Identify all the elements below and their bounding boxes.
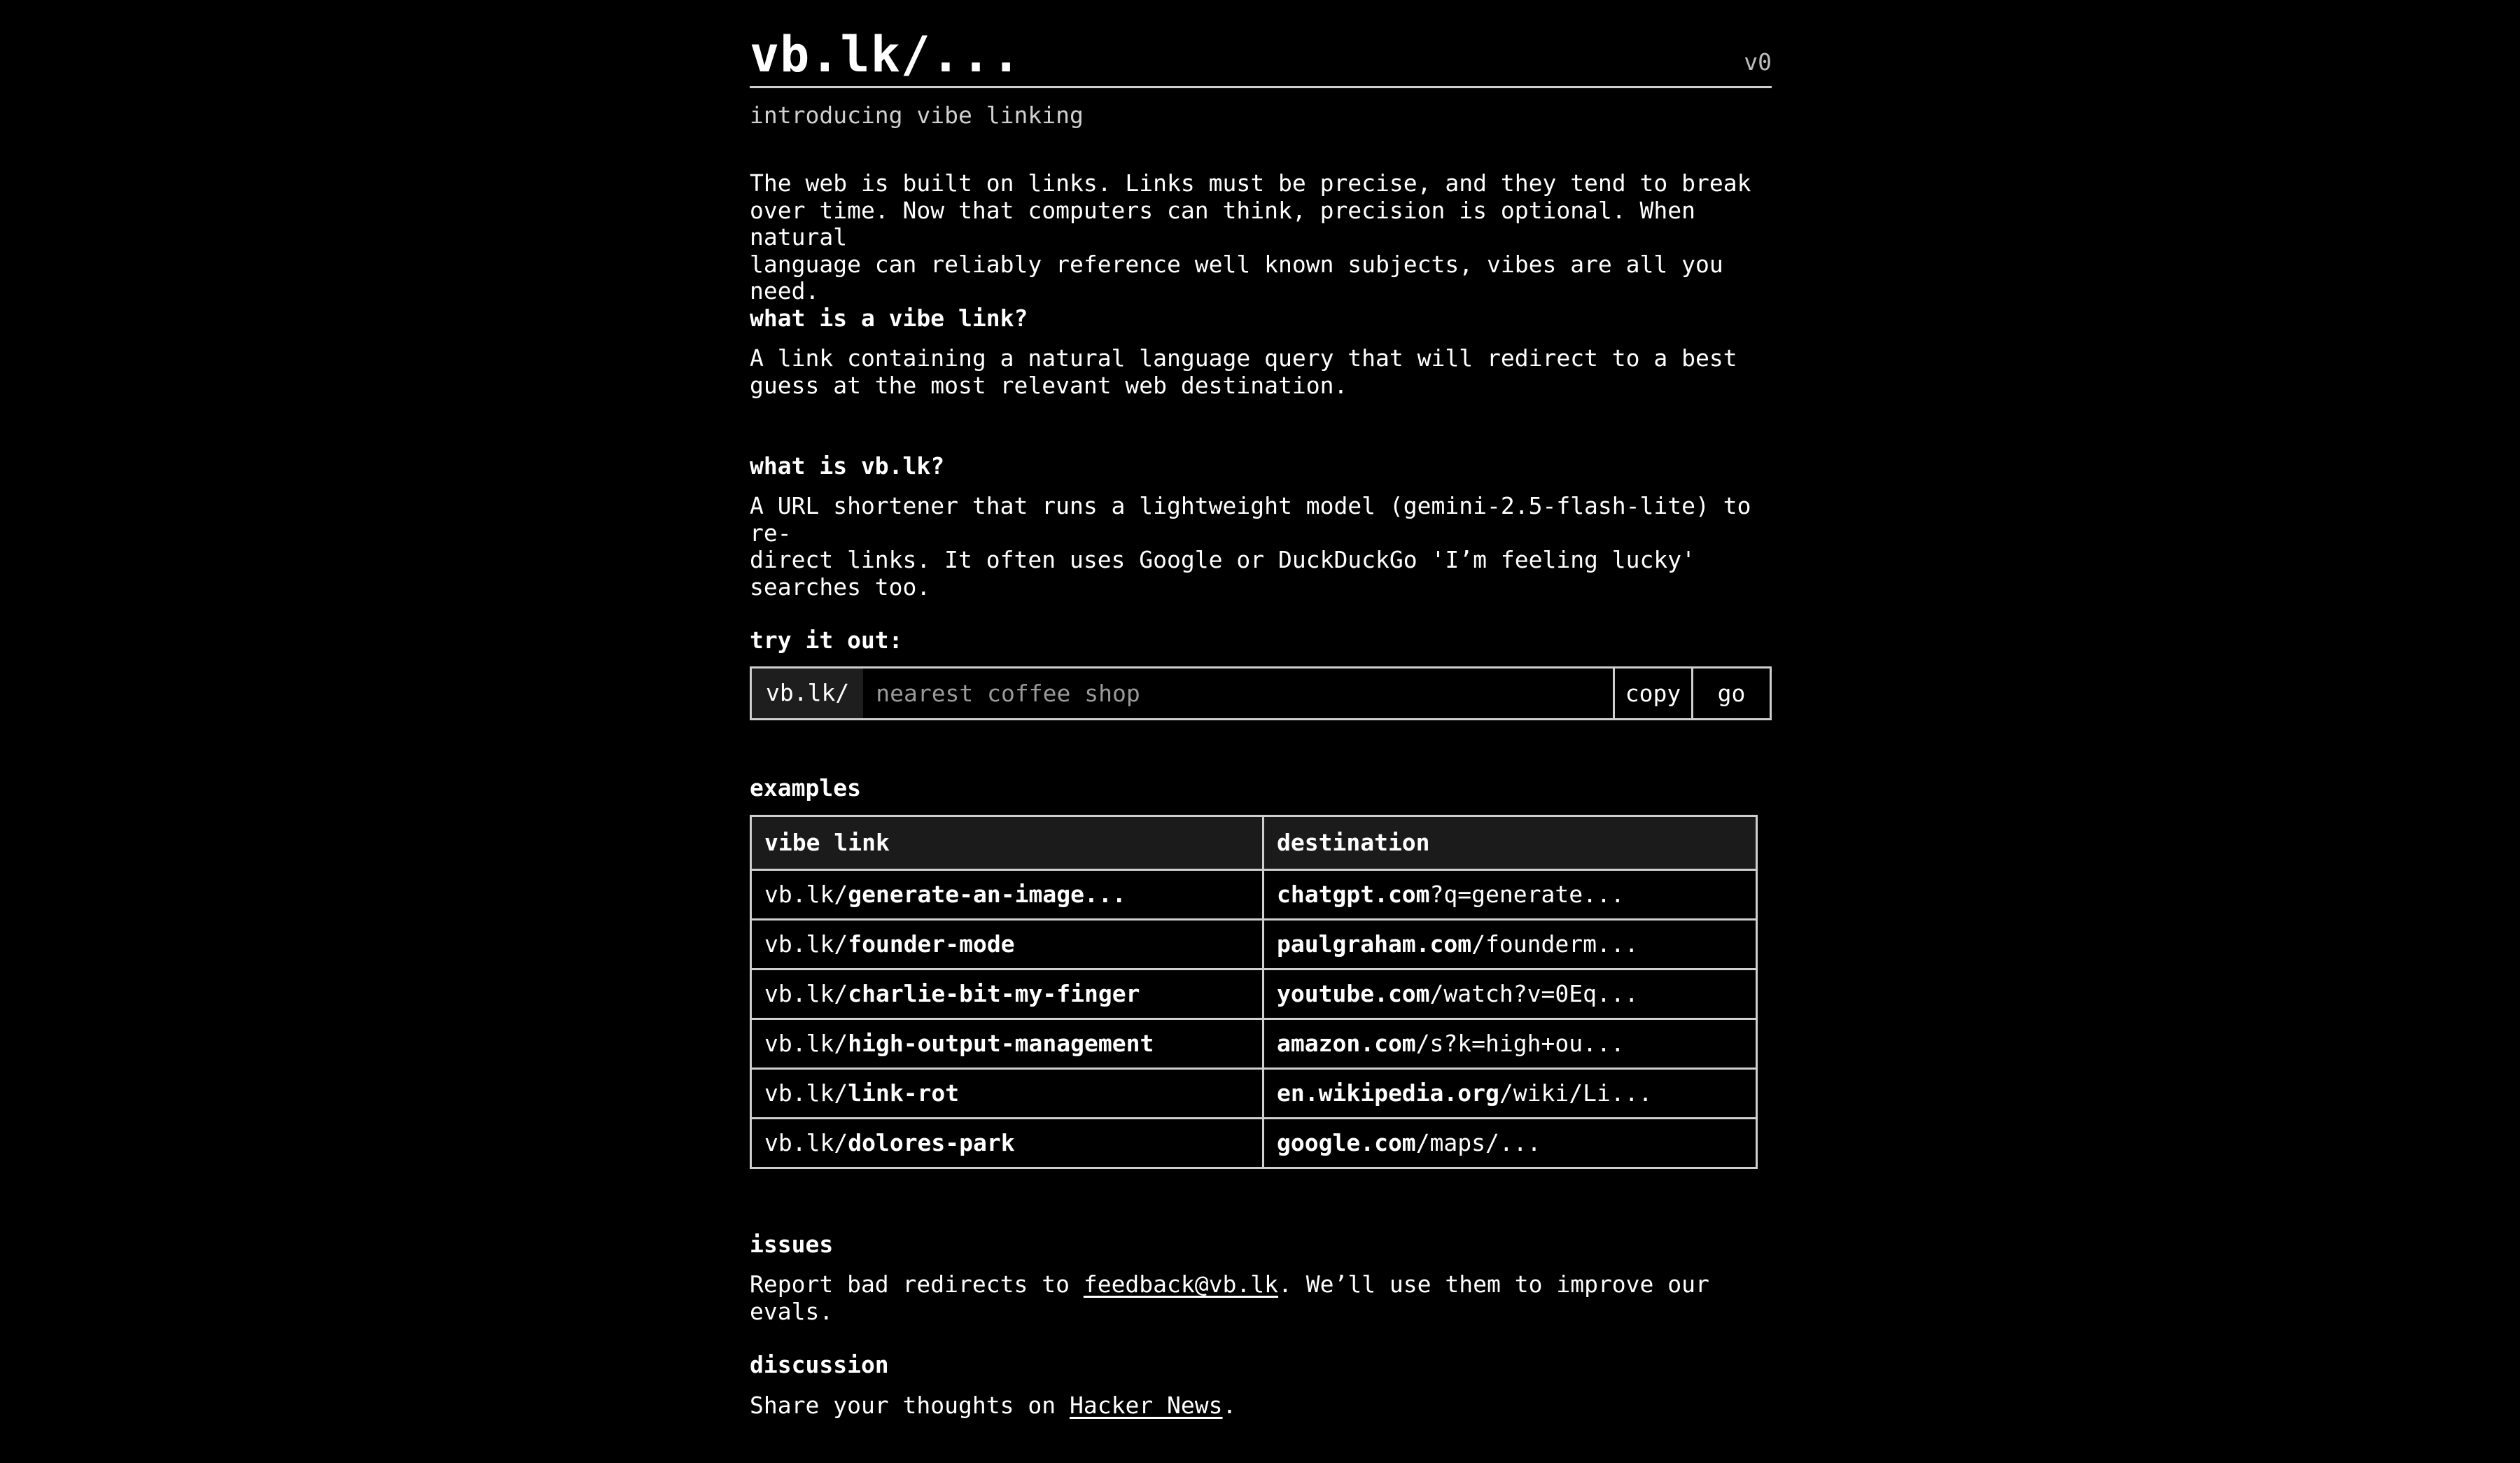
discussion-text-before: Share your thoughts on <box>750 1392 1070 1419</box>
description-line: A URL shortener that runs a lightweight model (gemini-2.5-flash-lite) to re- <box>750 492 1751 547</box>
destination-cell <box>1264 969 1757 1019</box>
intro-line: over time. Now that computers can think, precision is optional. When natural <box>750 196 1696 251</box>
vibe-link-cell[interactable] <box>751 1069 1264 1119</box>
destination-path: /s?k=high+ou... <box>1415 1029 1625 1057</box>
description-line: searches too. <box>750 573 931 601</box>
vblk-description <box>750 493 1779 601</box>
url-prefix: vb.lk/ <box>752 668 863 718</box>
vblk-heading: what is vb.lk? <box>750 452 945 479</box>
link-prefix: vb.lk/ <box>764 880 848 908</box>
examples-heading: examples <box>750 774 861 802</box>
link-slug: dolores-park <box>848 1128 1015 1156</box>
feedback-email-link[interactable]: feedback@vb.lk <box>1083 1270 1278 1298</box>
table-header-row <box>751 816 1757 870</box>
go-button[interactable]: go <box>1691 668 1770 718</box>
column-header-vibe-link: vibe link <box>751 816 1264 870</box>
vibe-link-cell[interactable] <box>751 969 1264 1019</box>
destination-domain: en.wikipedia.org <box>1277 1079 1499 1107</box>
vibe-link-cell[interactable] <box>751 1019 1264 1069</box>
vibe-link-heading: what is a vibe link? <box>750 304 1028 332</box>
destination-cell <box>1264 920 1757 969</box>
vibe-link-cell[interactable] <box>751 920 1264 969</box>
description-line: direct links. It often uses Google or DuckDuckGo 'I’m feeling lucky' <box>750 546 1696 573</box>
table-row <box>751 870 1757 920</box>
copy-button[interactable]: copy <box>1613 668 1691 718</box>
destination-cell <box>1264 1069 1757 1119</box>
discussion-text-after: . <box>1222 1392 1237 1419</box>
page-header <box>750 0 1772 88</box>
description-line: A link containing a natural language query that will redirect to a best <box>750 344 1737 372</box>
destination-domain: youtube.com <box>1277 979 1430 1007</box>
discussion-heading: discussion <box>750 1351 889 1378</box>
destination-cell <box>1264 1019 1757 1069</box>
table-row <box>751 969 1757 1019</box>
issues-text-after: . We’ll use them to improve our evals. <box>750 1270 1709 1325</box>
issues-heading: issues <box>750 1231 834 1258</box>
intro-line: The web is built on links. Links must be precise, and they tend to break <box>750 169 1751 197</box>
try-it-out-heading: try it out: <box>750 626 903 654</box>
link-slug: charlie-bit-my-finger <box>848 979 1140 1007</box>
page-subtitle: introducing vibe linking <box>750 102 1084 129</box>
destination-domain: chatgpt.com <box>1277 880 1430 908</box>
destination-path: ?q=generate... <box>1429 880 1625 908</box>
page-container <box>750 0 1772 1419</box>
hacker-news-link[interactable]: Hacker News <box>1069 1392 1223 1419</box>
table-row <box>751 920 1757 969</box>
destination-domain: amazon.com <box>1277 1029 1416 1057</box>
link-slug: high-output-management <box>848 1029 1154 1057</box>
vibe-link-cell[interactable] <box>751 870 1264 920</box>
table-row <box>751 1069 1757 1119</box>
destination-cell <box>1264 1119 1757 1168</box>
examples-table <box>750 815 1758 1169</box>
column-header-destination: destination <box>1264 816 1757 870</box>
destination-path: /founderm... <box>1471 930 1639 958</box>
vibe-link-description <box>750 345 1779 399</box>
link-prefix: vb.lk/ <box>764 1128 848 1156</box>
destination-path: /wiki/Li... <box>1499 1079 1653 1107</box>
discussion-text <box>750 1392 1779 1420</box>
table-row <box>751 1119 1757 1168</box>
issues-text-before: Report bad redirects to <box>750 1270 1084 1298</box>
link-prefix: vb.lk/ <box>764 1029 848 1057</box>
page-title: vb.lk/... <box>750 26 1022 83</box>
link-slug: founder-mode <box>848 930 1015 958</box>
issues-text <box>750 1271 1779 1325</box>
vibe-query-input[interactable] <box>863 668 1613 718</box>
link-slug: generate-an-image... <box>848 880 1126 908</box>
destination-cell <box>1264 870 1757 920</box>
version-label: v0 <box>1744 48 1772 76</box>
link-prefix: vb.lk/ <box>764 1079 848 1107</box>
link-prefix: vb.lk/ <box>764 979 848 1007</box>
destination-domain: paulgraham.com <box>1277 930 1472 958</box>
destination-domain: google.com <box>1277 1128 1416 1156</box>
description-line: guess at the most relevant web destination. <box>750 371 1348 399</box>
link-prefix: vb.lk/ <box>764 930 848 958</box>
table-row <box>751 1019 1757 1069</box>
destination-path: /maps/... <box>1415 1128 1541 1156</box>
vibe-link-cell[interactable] <box>751 1119 1264 1168</box>
intro-line: language can reliably reference well known subjects, vibes are all you need. <box>750 250 1723 304</box>
destination-path: /watch?v=0Eq... <box>1429 979 1639 1007</box>
intro-paragraph <box>750 170 1779 305</box>
try-it-out-form <box>750 666 1772 720</box>
link-slug: link-rot <box>848 1079 960 1107</box>
